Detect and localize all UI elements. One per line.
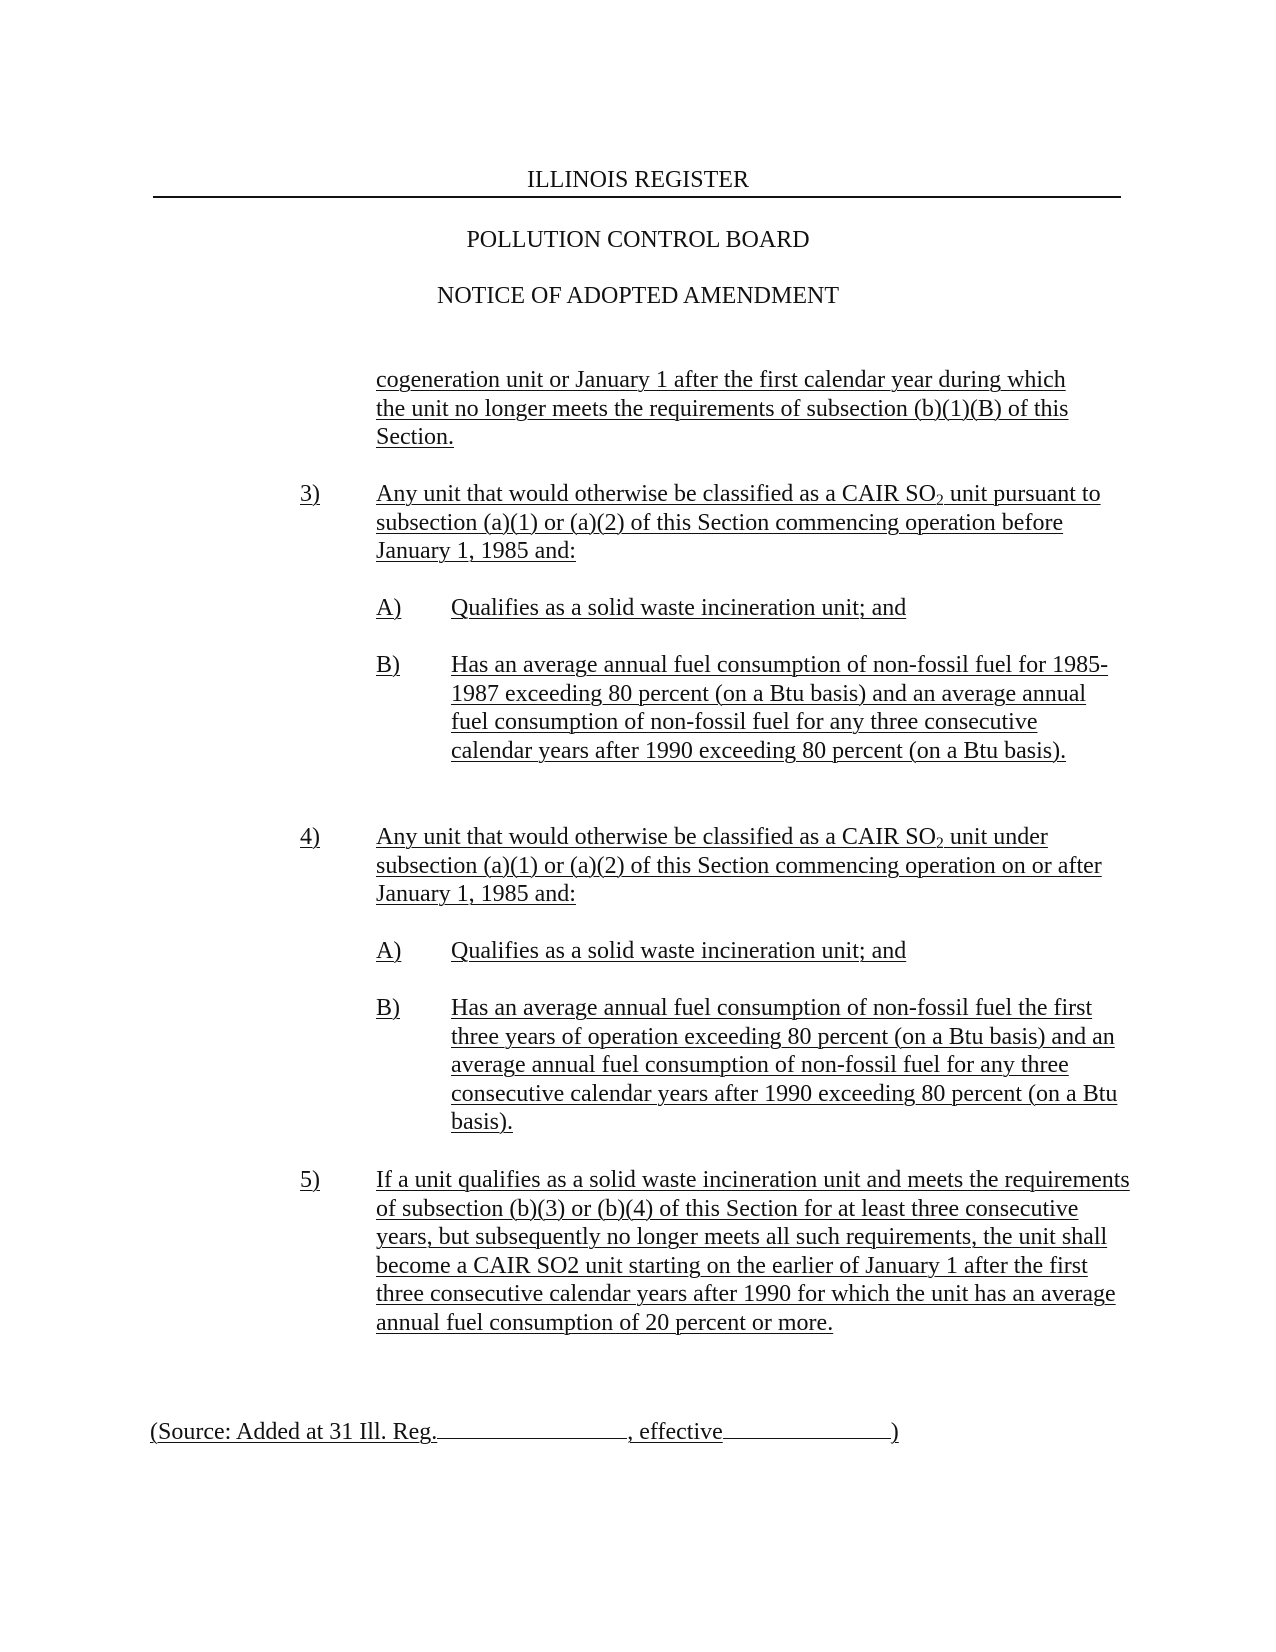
item-3b-text: Has an average annual fuel consumption of non-fossil fuel for 1985-1987 exceeding 80 percent (on a Btu basis) and an average annual fuel consumption of non-fossil fuel for any three consecutive calendar years after 1990 exceeding 80 percent (on a Btu basis). [451, 652, 1109, 764]
item-4a-label: A) [376, 938, 402, 964]
item-4-number: 4) [300, 824, 320, 850]
item-4b-text: Has an average annual fuel consumption of non-fossil fuel the first three years of operation exceeding 80 percent (on a Btu basis) and an average annual fuel consumption of non-fossil fuel for any three consecutive calendar years after 1990 exceeding 80 percent (on a Btu basis). [451, 995, 1118, 1135]
source-effective: , effective [627, 1419, 723, 1445]
register-title: ILLINOIS REGISTER [527, 167, 749, 193]
item-3b-label: B) [376, 652, 400, 678]
register-blank [437, 1416, 627, 1439]
item-3a-label: A) [376, 595, 402, 621]
notice-title: NOTICE OF ADOPTED AMENDMENT [437, 283, 839, 309]
item-4-text: Any unit that would otherwise be classified as a CAIR $SO_2$ unit under subsection (a)(1) or (a)(2) of this Section commencing operation on or after January 1, 1985 and: [376, 824, 1102, 907]
item-4a-text: Qualifies as a solid waste incineration unit; and [451, 938, 907, 964]
source-open: (Source: Added at 31 Ill. Reg. [150, 1419, 438, 1445]
item-5-number: 5) [300, 1167, 320, 1193]
item-4b-label: B) [376, 995, 400, 1021]
continuation-paragraph: cogeneration unit or January 1 after the first calendar year during which the unit no longer meets the requirements of subsection (b)(1)(B) of this Section. [376, 367, 1069, 450]
source-line [150, 1416, 899, 1447]
item-3-text: Any unit that would otherwise be classified as a CAIR $SO_2$ unit pursuant to subsection (a)(1) or (a)(2) of this Section commencing operation before January 1, 1985 and: [376, 481, 1101, 564]
item-3a-text: Qualifies as a solid waste incineration unit; and [451, 595, 907, 621]
header-rule [153, 196, 1121, 198]
source-close: ) [890, 1419, 899, 1445]
effective-blank [723, 1416, 891, 1439]
board-title: POLLUTION CONTROL BOARD [466, 227, 810, 253]
item-5-text: If a unit qualifies as a solid waste incineration unit and meets the requirements of subsection (b)(3) or (b)(4) of this Section for at least three consecutive years, but subsequently no longer meets all such requirements, the unit shall become a CAIR SO2 unit starting on the earlier of January 1 after the first three consecutive calendar years after 1990 for which the unit has an average annual fuel consumption of 20 percent or more. [376, 1167, 1130, 1336]
item-3-number: 3) [300, 481, 320, 507]
